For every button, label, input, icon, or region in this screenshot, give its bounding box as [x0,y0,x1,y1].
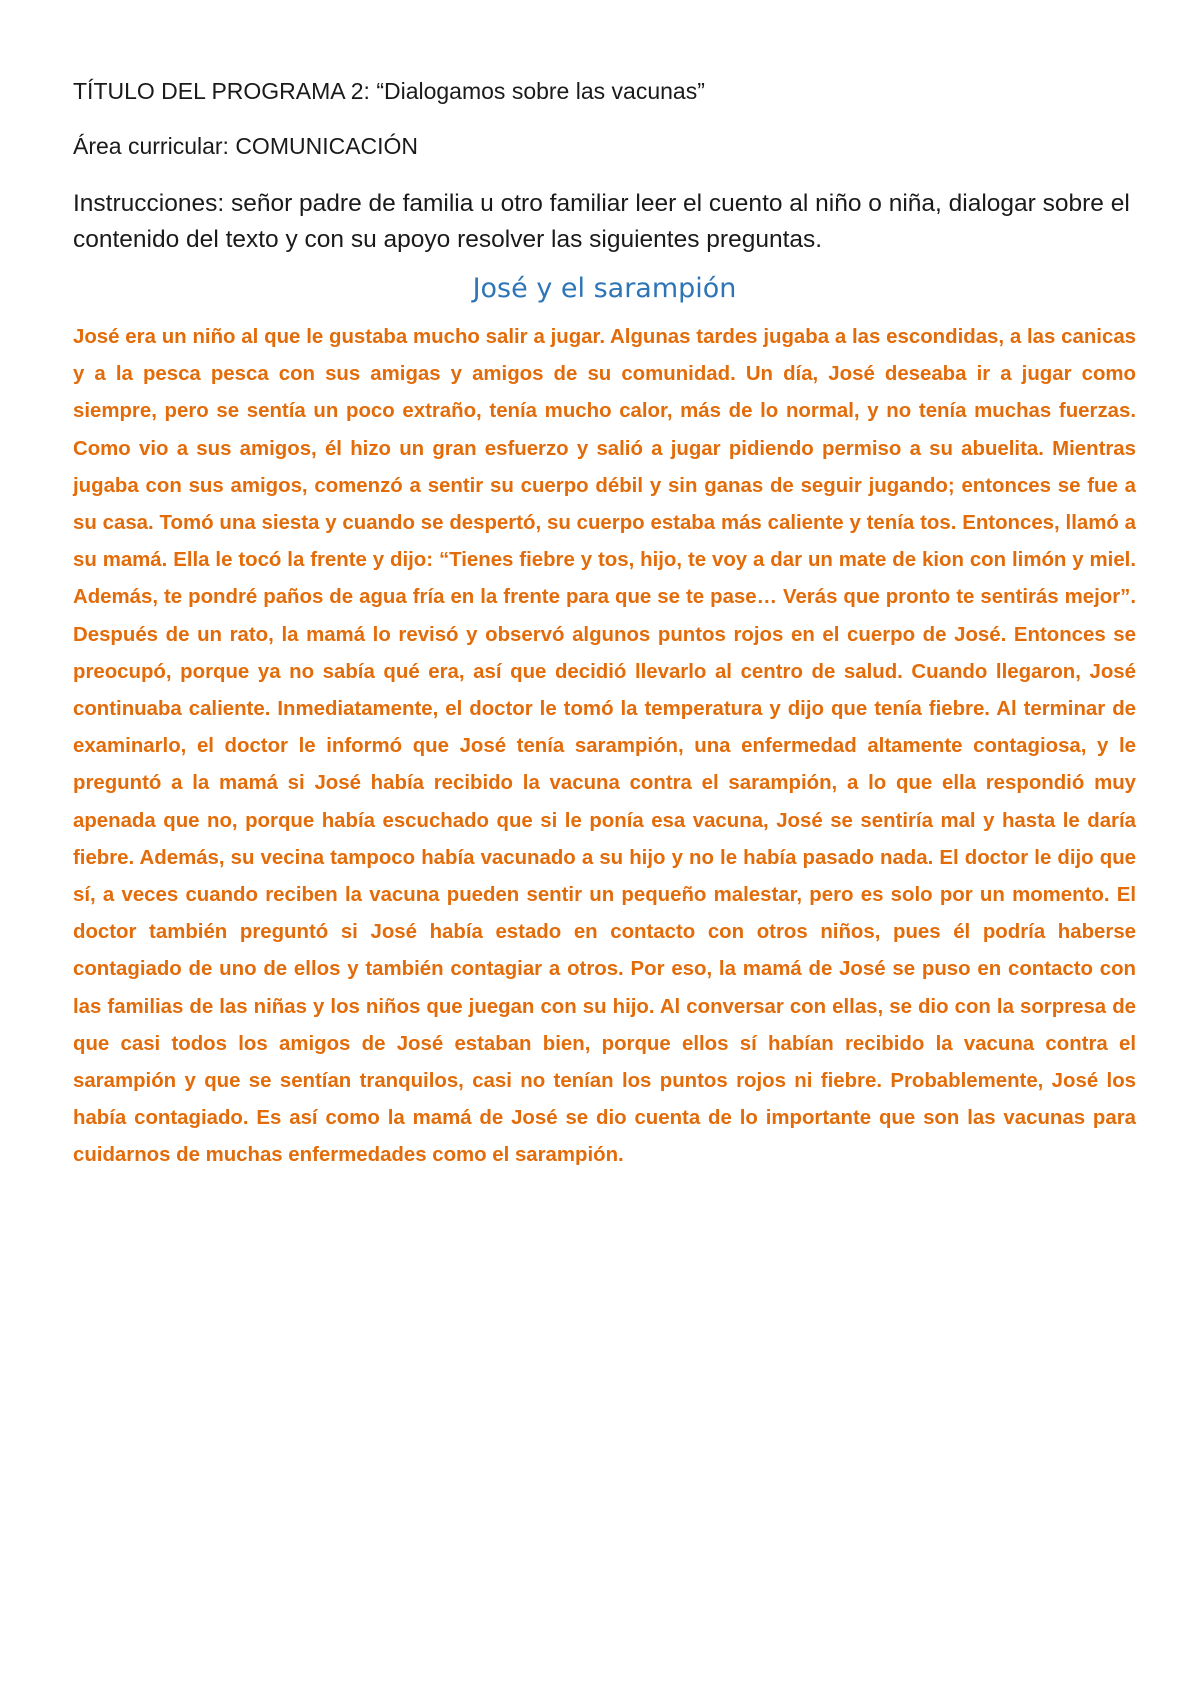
story-title: José y el sarampión [472,273,737,304]
document-content [73,74,1136,1175]
curricular-area: Área curricular: COMUNICACIÓN [73,133,419,159]
story-body: José era un niño al que le gustaba mucho salir a jugar. Algunas tardes jugaba a las escondidas, a las canicas y a la pesca pesca con sus amigas y amigos de su comunidad. Un día, José deseaba ir a jugar como siempre, pero se sentía un poco extraño, tenía mucho calor, más de lo normal, y no tenía muchas fuerzas. Como vio a sus amigos, él hizo un gran esfuerzo y salió a jugar pidiendo permiso a su abuelita. Mientras jugaba con sus amigos, comenzó a sentir su cuerpo débil y sin ganas de seguir jugando; entonces se fue a su casa. Tomó una siesta y cuando se despertó, su cuerpo estaba más caliente y tenía tos. Entonces, llamó a su mamá. Ella le tocó la frente y dijo: “Tienes fiebre y tos, hijo, te voy a dar un mate de kion con limón y miel. Además, te pondré paños de agua fría en la frente para que se te pase… Verás que pronto te sentirás mejor”. Después de un rato, la mamá lo revisó y observó algunos puntos rojos en el cuerpo de José. Entonces se preocupó, porque ya no sabía qué era, así que decidió llevarlo al centro de salud. Cuando llegaron, José continuaba caliente. Inmediatamente, el doctor le tomó la temperatura y dijo que tenía fiebre. Al terminar de examinarlo, el doctor le informó que José tenía sarampión, una enfermedad altamente contagiosa, y le preguntó a la mamá si José había recibido la vacuna contra el sarampión, a lo que ella respondió muy apenada que no, porque había escuchado que si le ponía esa vacuna, José se sentiría mal y hasta le daría fiebre. Además, su vecina tampoco había vacunado a su hijo y no le había pasado nada. El doctor le dijo que sí, a veces cuando reciben la vacuna pueden sentir un pequeño malestar, pero es solo por un momento. El doctor también preguntó si José había estado en contacto con otros niños, pues él podría haberse contagiado de uno de ellos y también contagiar a otros. Por eso, la mamá de José se puso en contacto con las familias de las niñas y los niños que juegan con su hijo. Al conversar con ellas, se dio con la sorpresa de que casi todos los amigos de José estaban bien, porque ellos sí habían recibido la vacuna contra el sarampión y que se sentían tranquilos, casi no tenían los puntos rojos ni fiebre. Probablemente, José los había contagiado. Es así como la mamá de José se dio cuenta de lo importante que son las vacunas para cuidarnos de muchas enfermedades como el sarampión. [73,326,1136,1167]
instructions-paragraph: Instrucciones: señor padre de familia u otro familiar leer el cuento al niño o niña, dialogar sobre el contenido del texto y con su apoyo resolver las siguientes preguntas. [73,190,1130,253]
program-title: TÍTULO DEL PROGRAMA 2: “Dialogamos sobre las vacunas” [73,78,705,104]
